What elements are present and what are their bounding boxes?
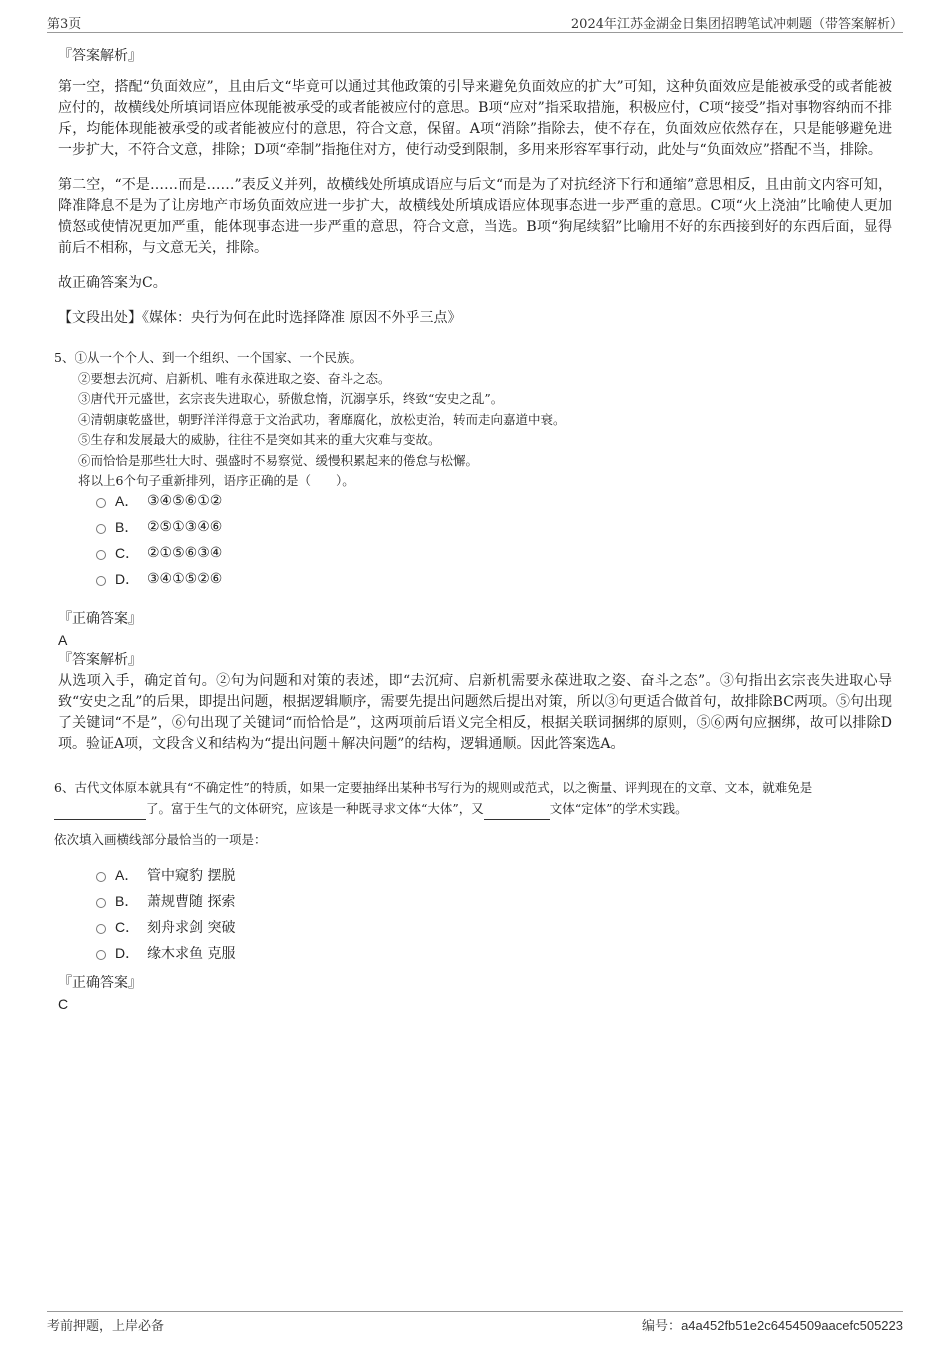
document-code bbox=[642, 1315, 903, 1334]
radio-icon[interactable] bbox=[96, 898, 106, 908]
radio-icon[interactable] bbox=[96, 924, 106, 934]
option-text: 萧规曹随 探索 bbox=[147, 894, 236, 910]
page-number: 第3页 bbox=[47, 17, 82, 32]
code-label: 编号： bbox=[642, 1319, 682, 1334]
option-text: ③④⑤⑥①② bbox=[147, 493, 223, 509]
correct-answer: A bbox=[58, 632, 68, 648]
option-d[interactable] bbox=[96, 940, 235, 966]
option-text: 缘木求鱼 克服 bbox=[147, 946, 236, 962]
radio-icon[interactable] bbox=[96, 498, 106, 508]
correct-answer: C bbox=[58, 996, 69, 1012]
radio-icon[interactable] bbox=[96, 576, 106, 586]
source-citation: 【文段出处】《媒体：央行为何在此时选择降准 原因不外乎三点》 bbox=[58, 310, 462, 326]
document-title: 2024年江苏金湖金日集团招聘笔试冲刺题（带答案解析） bbox=[570, 17, 903, 32]
analysis-paragraph-1: 第一空，搭配“负面效应”，且由后文“毕竟可以通过其他政策的引导来避免负面效应的扩大”可知，这种负面效应是能被承受的或者能被应付的，故横线处所填词语应体现能被承受的或者能被应付的意思。B项“应对”指采取措施，积极应付，C项“接受”指对事物容纳而不排斥，均能体现能被承受的或者能被应付的意思，符合文意，保留。A项“消除”指除去，使不存在，负面效应依然存在，只是能够避免进一步扩大，不符合文意，排除；D项“牵制”指拖住对方，使行动受到限制，多用来形容军事行动，此处与“负面效应”搭配不当，排除。 bbox=[58, 79, 892, 158]
option-letter: B． bbox=[115, 893, 139, 909]
radio-icon[interactable] bbox=[96, 550, 106, 560]
option-b[interactable] bbox=[96, 514, 222, 540]
option-c[interactable] bbox=[96, 914, 235, 940]
options-list bbox=[96, 862, 235, 966]
answer-conclusion: 故正确答案为C。 bbox=[58, 275, 167, 291]
blank-2 bbox=[484, 798, 550, 820]
question-stem-part-3: 文体“定体”的学术实践。 bbox=[549, 801, 688, 816]
sentence-4: ④清朝康乾盛世，朝野洋洋得意于文治武功，奢靡腐化，放松吏治，转而走向嘉道中衰。 bbox=[78, 411, 566, 427]
radio-icon[interactable] bbox=[96, 872, 106, 882]
analysis-paragraph-2: 第二空，“不是……而是……”表反义并列，故横线处所填成语应与后文“而是为了对抗经济下行和通缩”意思相反，且由前文内容可知，降准降息不是为了让房地产市场负面效应进一步扩大，故横线处所填成语应体现事态进一步严重的意思。C项“火上浇油”比喻使人更加愤怒或使情况更加严重，能体现事态进一步严重的意思，符合文意，当选。B项“狗尾续貂”比喻用不好的东西接到好的东西后面，显得前后不相称，与文意无关，排除。 bbox=[58, 177, 892, 256]
radio-icon[interactable] bbox=[96, 524, 106, 534]
correct-answer-label: 『正确答案』 bbox=[58, 611, 142, 627]
sentence-3: ③唐代开元盛世，玄宗丧失进取心，骄傲怠惰，沉溺享乐，终致“安史之乱”。 bbox=[78, 391, 504, 406]
option-b[interactable] bbox=[96, 888, 235, 914]
correct-answer-label: 『正确答案』 bbox=[58, 975, 142, 991]
page-header bbox=[47, 12, 903, 33]
analysis-label: 『答案解析』 bbox=[58, 48, 142, 64]
options-list bbox=[96, 488, 222, 592]
q4-analysis-block bbox=[58, 46, 892, 329]
sentence-6: ⑥而恰恰是那些壮大时、强盛时不易察觉、缓慢积累起来的倦怠与松懈。 bbox=[78, 452, 479, 468]
analysis-text: 从选项入手，确定首句。②句为问题和对策的表述，即“去沉疴、启新机需要永葆进取之姿、奋斗之态”。③句指出玄宗丧失进取心导致“安史之乱”的后果，即提出问题，根据逻辑顺序，需要先提出问题然后提出对策，所以③句更适合做首句，故排除BC两项。⑤句出现了关键词“不是”，⑥句出现了关键词“而恰恰是”，这两项前后语义完全相反，根据关联词捆绑的原则，⑤⑥两句应捆绑，故可以排除D项。验证A项，文段含义和结构为“提出问题＋解决问题”的结构，逻辑通顺。因此答案选A。 bbox=[58, 673, 892, 752]
option-text: ②⑤①③④⑥ bbox=[147, 519, 223, 535]
question-number: 5、 bbox=[54, 350, 75, 365]
option-letter: D． bbox=[115, 571, 140, 587]
option-a[interactable] bbox=[96, 488, 222, 514]
option-letter: A． bbox=[115, 867, 139, 883]
question-number: 6、 bbox=[54, 780, 75, 795]
radio-icon[interactable] bbox=[96, 950, 106, 960]
question-stem-part-2: 了。富于生气的文体研究，应该是一种既寻求文体“大体”，又 bbox=[146, 801, 484, 816]
option-letter: A． bbox=[115, 493, 139, 509]
option-letter: C． bbox=[115, 545, 140, 561]
question-stem-part-1: 古代文体原本就具有“不确定性”的特质，如果一定要抽绎出某种书写行为的规则或范式，以之衡量、评判现在的文章、文本，就难免是 bbox=[74, 780, 813, 795]
page-footer bbox=[47, 1311, 903, 1336]
sentence-5: ⑤生存和发展最大的威胁，往往不是突如其来的重大灾难与变故。 bbox=[78, 432, 441, 447]
option-a[interactable] bbox=[96, 862, 235, 888]
question-prompt: 依次填入画横线部分最恰当的一项是： bbox=[54, 832, 267, 847]
option-d[interactable] bbox=[96, 566, 222, 592]
sentence-1: ①从一个个人、到一个组织、一个国家、一个民族。 bbox=[74, 350, 362, 365]
option-letter: D． bbox=[115, 945, 140, 961]
option-c[interactable] bbox=[96, 540, 222, 566]
code-value: a4a452fb51e2c6454509aacefc505223 bbox=[681, 1318, 903, 1333]
option-text: ②①⑤⑥③④ bbox=[147, 545, 223, 561]
option-letter: B． bbox=[115, 519, 139, 535]
option-text: ③④①⑤②⑥ bbox=[147, 571, 223, 587]
analysis-label: 『答案解析』 bbox=[58, 652, 142, 668]
option-letter: C． bbox=[115, 919, 140, 935]
blank-1 bbox=[54, 798, 146, 820]
option-text: 刻舟求剑 突破 bbox=[147, 920, 236, 936]
question-prompt: 将以上6个句子重新排列，语序正确的是（ ）。 bbox=[78, 473, 355, 488]
sentence-2: ②要想去沉疴、启新机、唯有永葆进取之姿、奋斗之态。 bbox=[78, 370, 391, 386]
footer-slogan: 考前押题，上岸必备 bbox=[47, 1319, 165, 1334]
option-text: 管中窥豹 摆脱 bbox=[147, 868, 236, 884]
